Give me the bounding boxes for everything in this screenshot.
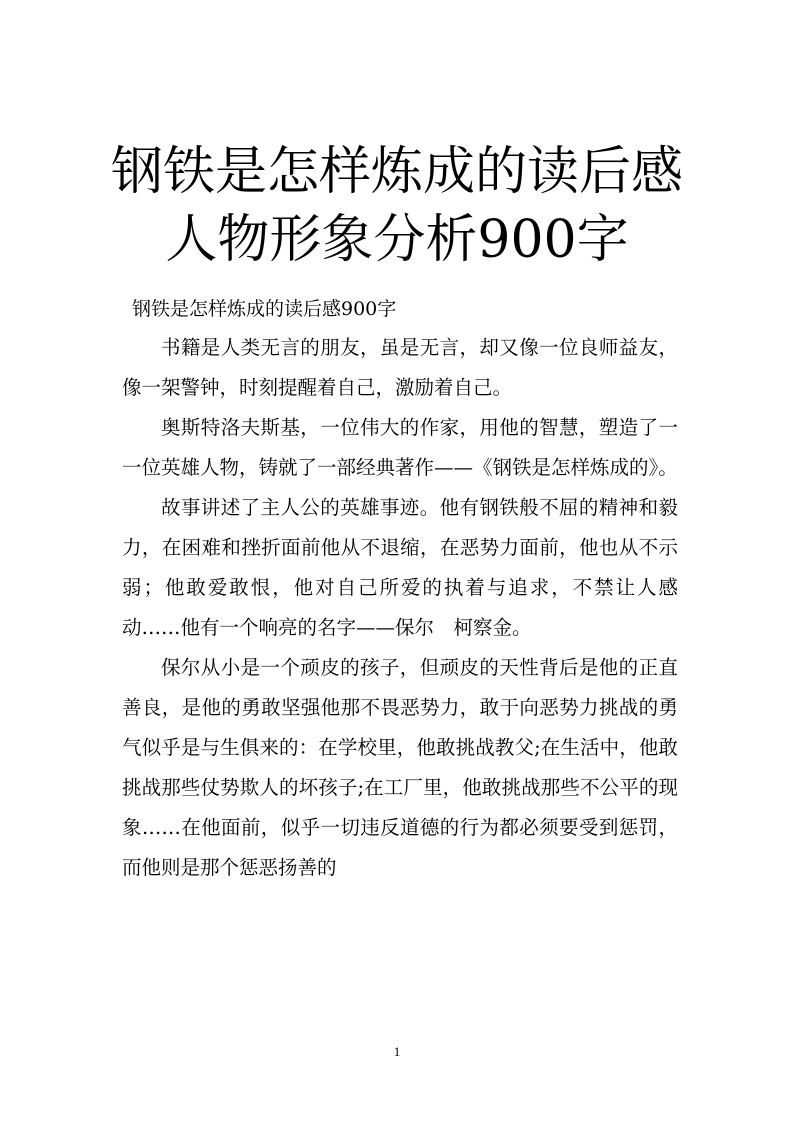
title-line-2: 人物形象分析900字 [165,210,629,270]
document-body [122,328,678,888]
title-line-1: 钢铁是怎样炼成的读后感 [110,142,683,202]
paragraph-1: 书籍是人类无言的朋友，虽是无言，却又像一位良师益友，像一架警钟，时刻提醒着自己，激励着自己。 [122,336,678,399]
subheading: 钢铁是怎样炼成的读后感900字 [132,298,397,320]
document-title [60,138,734,274]
paragraph-4: 保尔从小是一个顽皮的孩子，但顽皮的天性背后是他的正直善良，是他的勇敢坚强他那不畏恶势力，敢于向恶势力挑战的勇气似乎是与生俱来的：在学校里，他敢挑战教父;在生活中，他敢挑战那些仗势欺人的坏孩子;在工厂里，他敢挑战那些不公平的现象……在他面前，似乎一切违反道德的行为都必须要受到惩罚，而他则是那个惩恶扬善的 [122,656,678,879]
paragraph-3: 故事讲述了主人公的英雄事迹。他有钢铁般不屈的精神和毅力，在困难和挫折面前他从不退缩，在恶势力面前，他也从不示弱；他敢爱敢恨，他对自己所爱的执着与追求，不禁让人感动……他有一个响亮的名字——保尔 柯察金。 [122,496,678,639]
paragraph-2: 奥斯特洛夫斯基，一位伟大的作家，用他的智慧，塑造了一一位英雄人物，铸就了一部经典著作——《钢铁是怎样炼成的》。 [122,416,678,479]
page-number: 1 [393,1044,401,1059]
